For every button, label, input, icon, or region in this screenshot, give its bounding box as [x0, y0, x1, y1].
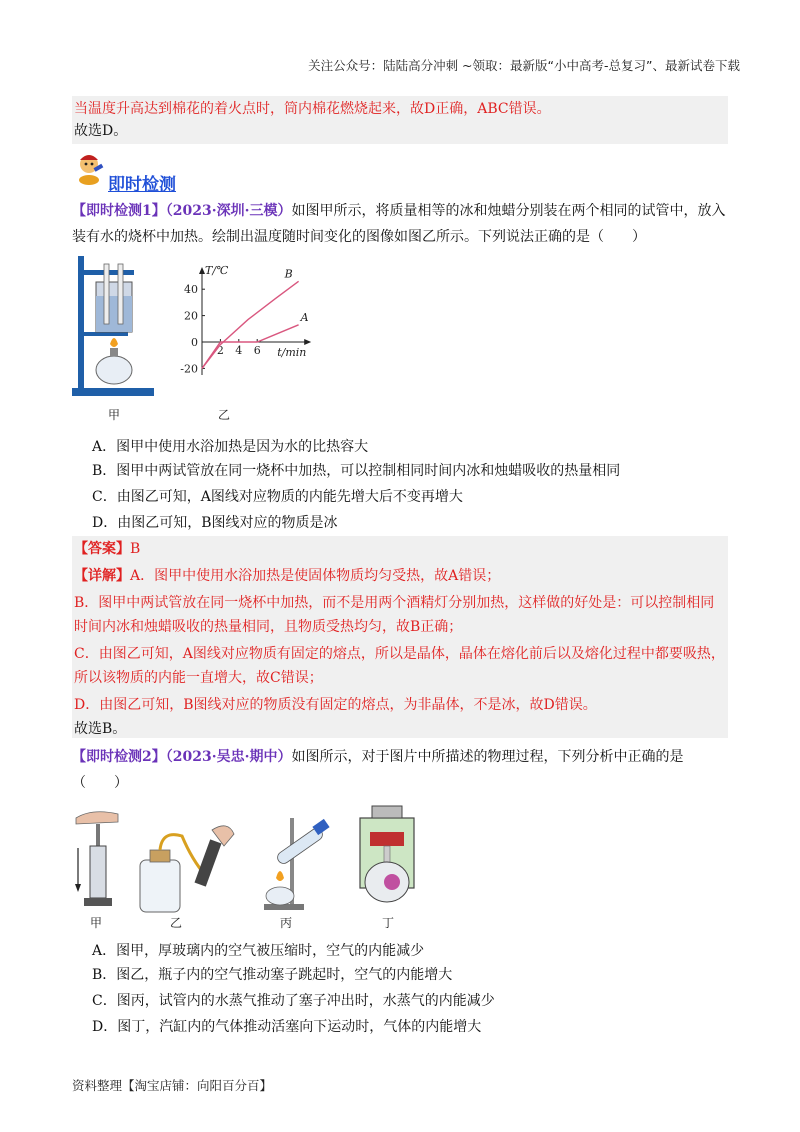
q1-answer-box — [72, 536, 728, 738]
y-axis-label: T/℃ — [205, 264, 229, 277]
section-title: 即时检测 — [108, 175, 176, 195]
q2-figure-caption: 丁 — [382, 916, 395, 930]
series-B-label: B — [284, 267, 293, 281]
q1-detail-line: B．图甲中两试管放在同一烧杯中加热，而不是用两个酒精灯分别加热，这样做的好处是：可以控制相同 — [74, 595, 715, 611]
figure-yi-chart — [176, 256, 326, 386]
figure-ding-engine — [352, 802, 422, 912]
y-tick-label: -20 — [180, 362, 198, 376]
q1-option-d: D．由图乙可知，B图线对应的物质是冰 — [92, 515, 338, 531]
question-1-text-cont: 装有水的烧杯中加热。绘制出温度随时间变化的图像如图乙所示。下列说法正确的是（ ） — [72, 229, 646, 245]
x-tick-label: 6 — [253, 344, 261, 357]
q1-detail-line: C．由图乙可知，A图线对应物质有固定的熔点，所以是晶体，晶体在熔化前后以及熔化过程中都要吸热， — [74, 646, 725, 662]
q1-answer-tag: 【答案】 — [74, 541, 130, 557]
y-tick-label: 20 — [184, 309, 198, 323]
q1-option-b: B．图甲中两试管放在同一烧杯中加热，可以控制相同时间内冰和烛蜡吸收的热量相同 — [92, 463, 621, 479]
q1-detail-line: D．由图乙可知，B图线对应的物质没有固定的熔点，为非晶体，不是冰，故D错误。 — [74, 697, 597, 713]
y-tick-label: 40 — [184, 283, 198, 297]
q1-detail-tag: 【详解】 — [74, 568, 130, 584]
q2-option-c: C．图丙，试管内的水蒸气推动了塞子冲出时，水蒸气的内能减少 — [92, 993, 495, 1009]
q2-figure-caption: 甲 — [90, 916, 103, 930]
previous-answer-line: 当温度升高达到棉花的着火点时，筒内棉花燃烧起来，故D正确，ABC错误。 — [74, 101, 551, 117]
question-2-tag: 【即时检测2】 — [72, 749, 166, 765]
question-2-text: 如图所示，对于图片中所描述的物理过程，下列分析中正确的是 — [291, 749, 684, 765]
figure-bing-test-tube — [254, 812, 340, 912]
q1-detail-row — [74, 565, 726, 587]
y-tick-label: 0 — [191, 336, 198, 349]
figure-jia-piston-cylinder — [72, 808, 132, 912]
question-2-source: （2023·吴忠·期中） — [165, 749, 292, 765]
figure-jia-apparatus — [72, 252, 156, 400]
q1-answer-row — [74, 538, 726, 560]
question-1-tag: 【即时检测1】 — [72, 203, 166, 219]
figure-jia-caption: 甲 — [108, 408, 121, 422]
x-axis-label: t/min — [277, 346, 307, 359]
mascot-icon — [74, 150, 106, 186]
x-axis-arrow — [304, 339, 311, 345]
q2-figure-caption: 丙 — [280, 916, 293, 930]
page-footer: 资料整理【淘宝店铺：向阳百分百】 — [72, 1078, 273, 1093]
figure-yi-caption: 乙 — [218, 408, 231, 422]
q2-option-b: B．图乙，瓶子内的空气推动塞子跳起时，空气的内能增大 — [92, 967, 453, 983]
q1-conclusion: 故选B。 — [74, 721, 127, 737]
figure-yi-bottle-pump — [136, 820, 240, 916]
q1-detail-line: A．图甲中使用水浴加热是使固体物质均匀受热，故A错误； — [130, 568, 501, 584]
x-tick-label: 4 — [235, 344, 243, 357]
previous-answer-box — [72, 96, 728, 144]
q2-option-a: A．图甲，厚玻璃内的空气被压缩时，空气的内能减少 — [92, 943, 425, 959]
q1-option-c: C．由图乙可知，A图线对应物质的内能先增大后不变再增大 — [92, 489, 463, 505]
q1-detail-line: 所以该物质的内能一直增大，故C错误； — [74, 670, 323, 686]
q2-figure-caption: 乙 — [170, 916, 183, 930]
question-1-source: （2023·深圳·三模） — [165, 203, 292, 219]
q1-answer-value: B — [130, 541, 141, 557]
q2-option-d: D．图丁，汽缸内的气体推动活塞向下运动时，气体的内能增大 — [92, 1019, 482, 1035]
question-2-text-cont: （ ） — [72, 775, 128, 791]
series-A-label: A — [300, 310, 309, 324]
question-1 — [72, 198, 732, 250]
previous-answer-conclusion: 故选D。 — [74, 123, 128, 139]
page-header: 关注公众号：陆陆高分冲刺 ~领取：最新版“小中高考-总复习”、最新试卷下载 — [308, 58, 740, 73]
question-1-text: 如图甲所示，将质量相等的冰和烛蜡分别装在两个相同的试管中，放入 — [291, 203, 726, 219]
x-tick-label: 2 — [216, 344, 224, 357]
question-2 — [72, 744, 732, 796]
q1-option-a: A．图甲中使用水浴加热是因为水的比热容大 — [92, 439, 369, 455]
q1-detail-line: 时间内冰和烛蜡吸收的热量相同，且物质受热均匀，故B正确； — [74, 619, 463, 635]
